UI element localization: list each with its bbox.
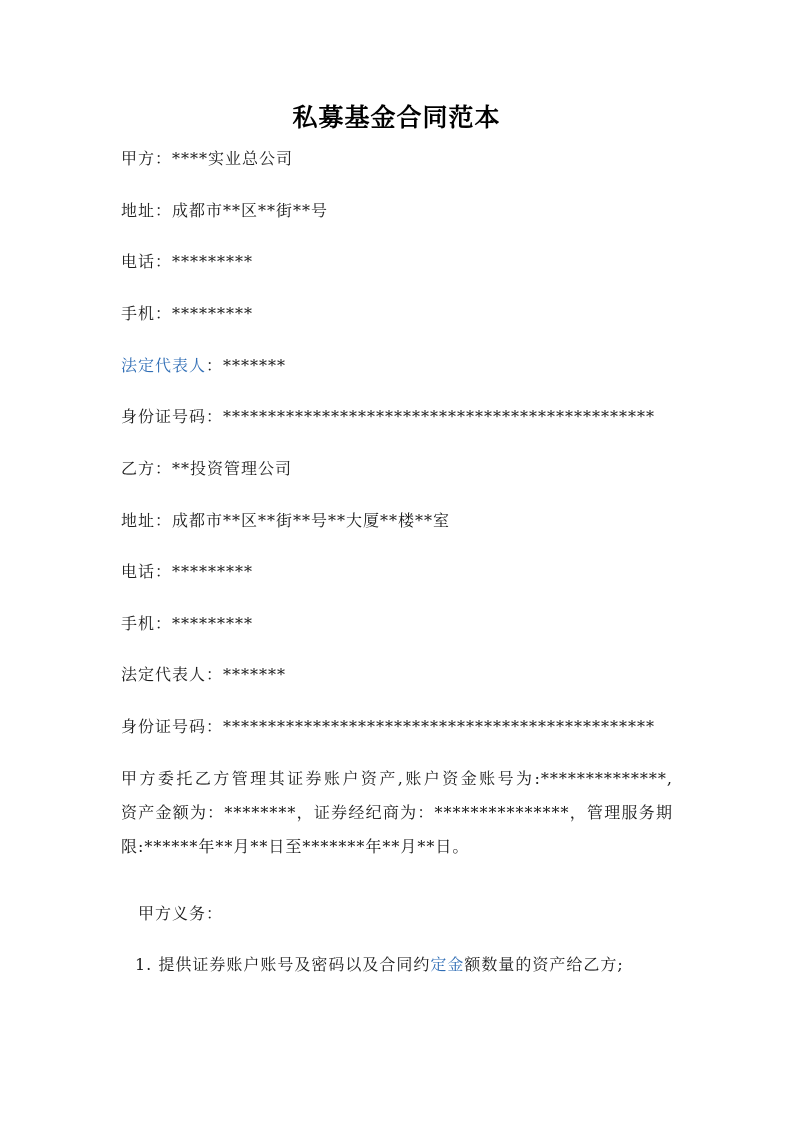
duty-item-1 — [135, 953, 624, 977]
entrustment-line-3: 限:******年**月**日至*******年**月**日。 — [121, 837, 470, 856]
party-a-duties-heading: 甲方义务： — [138, 904, 224, 923]
entrustment-paragraph — [121, 762, 673, 864]
legal-representative-link[interactable]: 法定代表人 — [121, 356, 207, 375]
party-a-representative — [121, 354, 286, 378]
entrustment-line-1: 甲方委托乙方管理其证券账户资产,账户资金账号为:**************, — [121, 769, 673, 788]
party-b-mobile: 手机：********* — [121, 614, 254, 633]
party-b-representative: 法定代表人：******* — [121, 665, 287, 684]
party-a-representative-value: ：******* — [206, 356, 287, 375]
party-a-address: 地址：成都市**区**街**号 — [121, 201, 329, 220]
deposit-link[interactable]: 定金 — [430, 955, 465, 974]
party-b-name: 乙方：**投资管理公司 — [121, 459, 293, 478]
party-a-name: 甲方：****实业总公司 — [121, 149, 294, 168]
party-b-phone: 电话：********* — [121, 562, 254, 581]
duty-item-1-suffix: 额数量的资产给乙方; — [464, 955, 624, 974]
duty-item-1-prefix: 1. 提供证券账户账号及密码以及合同约 — [135, 955, 431, 974]
entrustment-line-2: 资产金额为：********，证券经纪商为：***************，管理服务期 — [121, 803, 673, 822]
party-b-address: 地址：成都市**区**街**号**大厦**楼**室 — [121, 511, 451, 530]
party-a-mobile: 手机：********* — [121, 304, 254, 323]
party-a-id-number: 身份证号码：************************************************ — [121, 407, 656, 426]
party-a-phone: 电话：********* — [121, 252, 254, 271]
document-title: 私募基金合同范本 — [292, 103, 501, 132]
party-b-id-number: 身份证号码：************************************************ — [121, 717, 656, 736]
